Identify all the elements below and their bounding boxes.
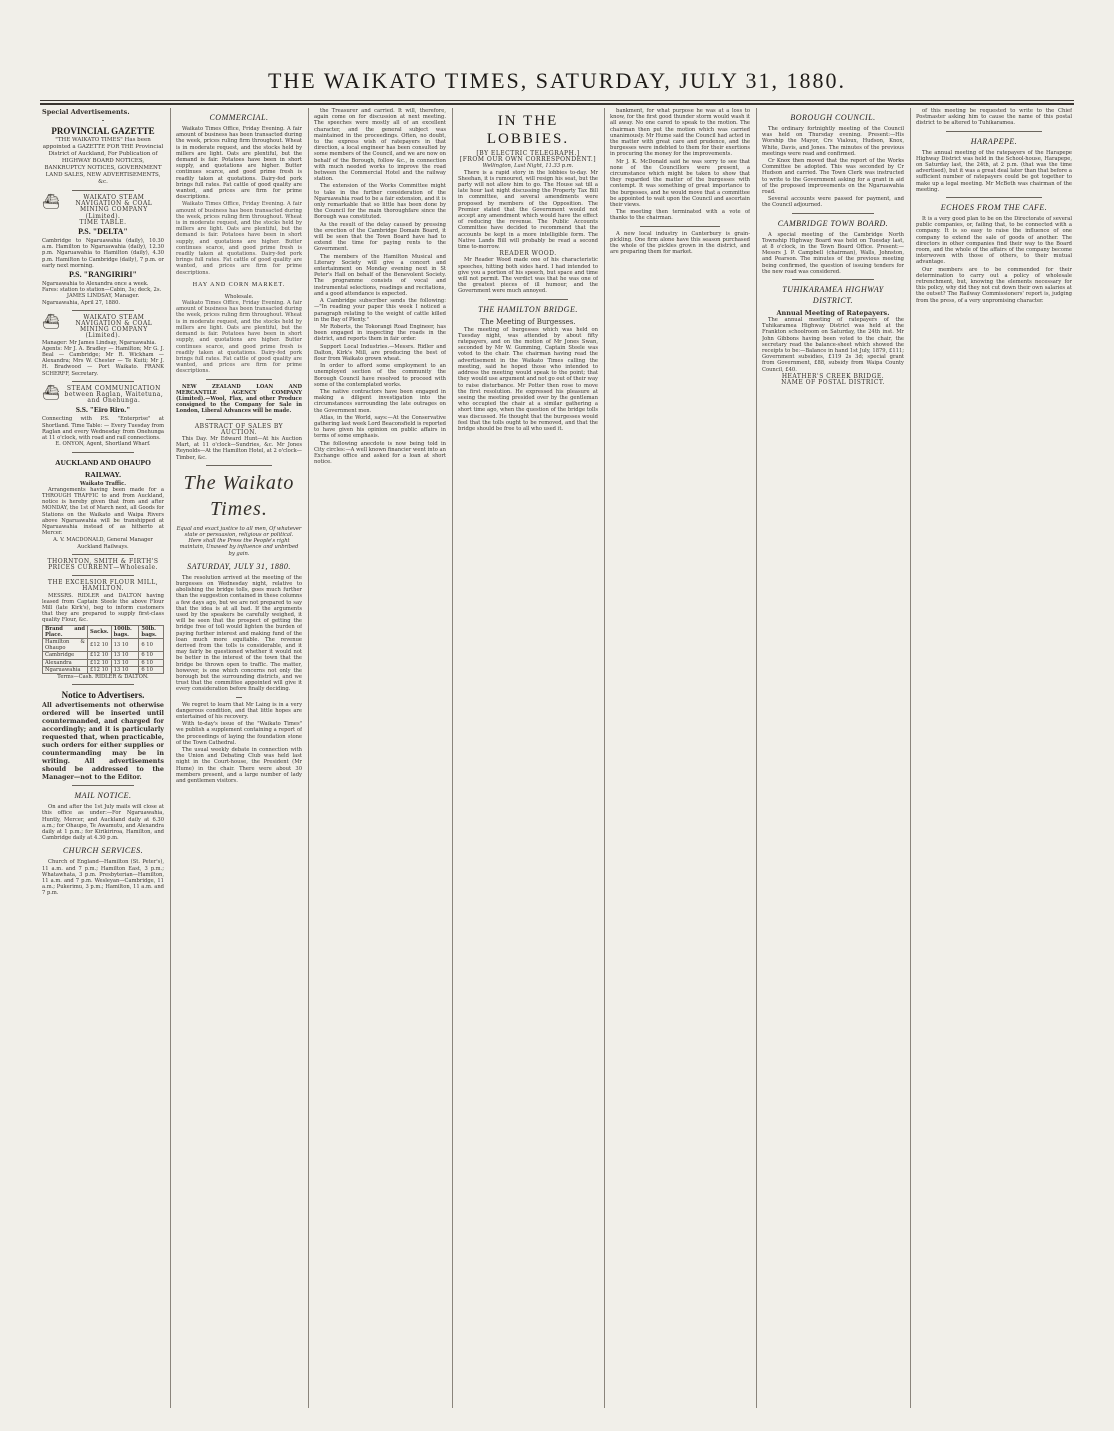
news-paragraph: Mr Roberts, the Tokorangi Road Engineer, has been engaged in inspecting the roads in the district, and reports them in fair order.	[314, 323, 446, 343]
meeting-paragraph: Mr J. K. McDonald said he was sorry to see that none of the Councillors were present, a circumstance which might be taken to show that they regarded the matter of the burgesses with contempt. It was something of great importance to the burgesses, and he would move that a committee be appointed to wait upon the Council and ascertain their views.	[610, 158, 750, 209]
leader-body: The resolution arrived at the meeting of the burgesses on Wednesday night, relative to abolishing the bridge tolls, goes much further than the suggestion contained in these columns a few days ago, but we are not prepared to say that the idea is at all bad. If the arguments used by the speakers be carefully weighed, it will be seen that the prospect of getting the bridge free of toll would lighten the burden of paying further interest and making fund of the loan much more equitable. The revenue derived from the tolls is considerable, and it may fairly be questioned whether it would not be better in the interest of the town that the bridge be thrown open to traffic. The matter, however, is one which concerns not only the borough but the surrounding districts, and we trust that the committee appointed will give it every consideration before finally deciding.	[176, 574, 302, 693]
lobbies-body: There is a rapid story in the lobbies to-day. Mr Sheehan, it is rumoured, will resign his seat, but the party will not allow him to go. The House sat till a late hour last night discussing the Property Tax Bill in committee, and several amendments were proposed by members of the Opposition. The Premier stated that the Government would not accept any amendment which would have the effect of reducing the revenue. The Public Accounts Committee have decided to recommend that the accounts be kept in a more intelligible form. The Native Lands Bill will probably be read a second time to-morrow.	[458, 169, 598, 251]
divider	[640, 226, 720, 227]
table-cell: £12 10	[88, 659, 112, 666]
column-rule	[604, 108, 605, 1408]
tuhikaramea-heading: TUHIKARAMEA HIGHWAY DISTRICT.	[782, 285, 884, 306]
news-paragraph: As the result of the delay caused by pressing the erection of the Cambridge Domain Board, it will be seen that the Town Board have had to extend the time for paying rents to the Government.	[314, 221, 446, 253]
excelsior-title: THE EXCELSIOR FLOUR MILL, HAMILTON.	[47, 579, 159, 593]
divider	[946, 131, 1042, 132]
divider	[72, 684, 134, 685]
table-cell: 13 10	[111, 652, 139, 659]
table-cell: 13 10	[111, 659, 139, 666]
divider	[72, 381, 134, 382]
divider	[236, 697, 242, 698]
news-paragraph: In order to afford some employment to an unemployed section of the community the Borough Council have resolved to proceed with some of the contemplated works.	[314, 363, 446, 388]
masthead-rule	[40, 100, 1074, 101]
telegraph-tag: [BY ELECTRIC TELEGRAPH.]	[476, 150, 580, 157]
borough-heading: BOROUGH COUNCIL.	[790, 113, 876, 122]
steam-ad-3	[42, 386, 164, 405]
manager-date: Ngaruawahia, April 27, 1880.	[42, 299, 121, 306]
gazette-title: PROVINCIAL GAZETTE	[51, 126, 155, 136]
steam-title: WAIKATO STEAM NAVIGATION & COAL MINING COMPANY (Limited).	[75, 194, 153, 220]
steam-ad-2	[42, 315, 164, 340]
hay-subheading: Wholesale.	[224, 293, 254, 300]
masthead-paper: THE WAIKATO TIMES,	[267, 68, 529, 93]
timetable-heading: TIME TABLE.	[79, 218, 127, 226]
railway-signature: A. V. MACDONALD, General Manager Auckland Railways.	[53, 537, 153, 550]
table-header-row	[43, 625, 164, 638]
divider	[792, 213, 874, 214]
steam2-manager: Manager: Mr James Lindsay, Ngaruawahia.	[42, 339, 157, 346]
meeting-paragraph: The meeting then terminated with a vote of thanks to the chairman.	[610, 209, 750, 222]
news-paragraph: The native contractors have been engaged in making a diligent investigation into the circumstances surrounding the late outrages on the Government men.	[314, 388, 446, 414]
agents: Agents: Mr J. A. Bradley — Hamilton; Mr G. J. Beal — Cambridge; Mr R. Wickham — Alexandra; Mrs W. Chester — Te Kuiti; Mr J. H. Bradwood — Port Waikato. FRANK SCHERFF, Secretary.	[42, 345, 164, 377]
reader-body: Mr Reader Wood made one of his characteristic speeches, hitting both sides hard. I had intended to give you a portion of his speech, but space and time will not permit. The verdict was that he was one of the greatest pieces of ill humour, and the Government were much annoyed.	[458, 257, 598, 295]
excelsior-body: MESSRS. RIDLER and DALTON having leased from Captain Steele the above Flour Mill (late Kirk's), beg to inform customers that they are prepared to supply first-class quality Flour, &c.	[42, 592, 164, 624]
table-header-cell: 50lb. bags.	[139, 625, 164, 638]
table-cell: Cambridge	[43, 652, 88, 659]
table-cell: Ngaruawahia	[43, 666, 88, 673]
echoes-body: Our members are to be commended for their determination to carry out a policy of wholesale retrenchment, but, knowing the elements necessary for this policy, why did they not cut down their own salaries at the outset? The Railway Commissioners' report is, judging from the press, of a very unpromising character.	[916, 266, 1072, 304]
news-paragraph: The extension of the Works Committee might to take in the further consideration of the Ngaruawahia road to be a fair extension, and it is only remarkable that so little has been done by the Council for the main thoroughfare since the Borough was constituted.	[314, 183, 446, 221]
steamer-icon: ⛴	[42, 194, 60, 210]
bridge-heading: THE HAMILTON BRIDGE.	[478, 304, 578, 314]
masthead-date: SATURDAY, JULY 31, 1880.	[535, 68, 847, 93]
price-note: Terms—Cash. RIDLER & DALTON.	[57, 673, 149, 680]
column-rule	[170, 108, 171, 1408]
railway-body: Arrangements having been made for a THROUGH TRAFFIC to and from Auckland, notice is hereby given that from and after MONDAY, the 1st of March next, all Goods for Stations on the Waikato and Waipa Rivers above Ngaruawahia will be transhipped at Ngaruawahia instead of as hitherto at Mercer.	[42, 486, 164, 537]
divider	[792, 279, 874, 280]
news-paragraph: A Cambridge subscriber sends the following:—"In reading your paper this week I noticed a paragraph relating to the weight of cattle killed in the Bay of Plenty."	[314, 298, 446, 323]
column-local-news	[314, 108, 446, 1408]
railway-subtitle: Waikato Traffic.	[79, 480, 127, 487]
church-heading: CHURCH SERVICES.	[62, 846, 144, 856]
railway-title: AUCKLAND AND OHAUPO RAILWAY.	[55, 457, 151, 479]
divider	[72, 575, 134, 576]
leader-paragraph: We regret to learn that Mr Laing is in a very dangerous condition, and that little hopes are entertained of his recovery.	[176, 701, 302, 721]
column-rule	[910, 108, 911, 1408]
divider	[72, 554, 134, 555]
steam-ad	[42, 195, 164, 220]
table-row	[43, 652, 164, 659]
news-paragraph: The following anecdote is now being told in City circles:—A well known financier went into an Exchange office and asked for a loan at short notice.	[314, 440, 446, 466]
divider	[206, 419, 272, 420]
gazette-body: "THE WAIKATO TIMES" Has been appointed a GAZETTE FOR THE Provincial District of Auckland, For Publication of HIGHWAY BOARD NOTICES, BANKRUPTCY NOTICES, GOVERNMENT LAND SALES, NEW ADVERTISEMENTS, &c.	[42, 137, 164, 185]
leader-dateline: SATURDAY, JULY 31, 1880.	[187, 561, 291, 571]
harapepe-body: The annual meeting of the ratepayers of the Harapepe Highway District was held in the School-house, Harapepe, on Saturday last, the 24th, at 2 p.m. (that was the time advertised), but it was a great deal later than that before a sufficient number of ratepayers could be got together to make up a legal meeting. Mr McBeth was chairman of the meeting.	[916, 149, 1072, 193]
commercial-heading: COMMERCIAL.	[209, 113, 269, 122]
heathers-heading: HEATHER'S CREEK BRIDGE.	[781, 372, 885, 380]
mail-heading: MAIL NOTICE.	[74, 791, 132, 801]
steamer-icon: ⛴	[42, 384, 60, 401]
table-row	[43, 659, 164, 666]
table-cell: Hamilton & Ohaupo	[43, 638, 88, 651]
commercial-body-continued: Waikato Times Office, Friday Evening. A fair amount of business has been transacted during the week, prices ruling firm throughout. Wheat is in moderate request, and the stocks held by millers are light. Oats are plentiful, but the demand is fair. Potatoes have been in short supply, and quotations are higher. Butter continues scarce, and good prime fresh is readily taken at quotations. Dairy-fed pork brings full rates. Fat cattle of good quality are wanted, and prices are firm for prime descriptions.	[176, 201, 302, 276]
divider	[72, 452, 134, 453]
table-cell: £12 10	[88, 666, 112, 673]
eiro-heading: S.S. "Eiro Riro."	[75, 405, 131, 415]
table-cell: Alexandra	[43, 659, 88, 666]
meeting-paragraph: bankment, for what purpose he was at a loss to know, for the first good thunder storm would wash it all away. No one cared to speak to the motion. The chairman then put the motion which was carried unanimously. Mr Hume said the Council had acted in the matter with great care and prudence, and the burgesses were indebted to them for their exertions in procuring the money for the improvements.	[610, 108, 750, 158]
table-cell: 13 10	[111, 638, 139, 651]
hay-heading: HAY AND CORN MARKET.	[192, 281, 286, 288]
divider	[206, 379, 272, 380]
table-header-cell: Sacks.	[88, 625, 112, 638]
delta-heading: P.S. "DELTA"	[78, 227, 128, 237]
table-cell: 6 10	[139, 659, 164, 666]
divider	[206, 465, 272, 466]
mail-body: On and after the 1st July mails will close at this office as under:—For Ngaruawahia, Huntly, Mercer, and Auckland daily at 6.30 a.m.; for Ohaupo, Te Awamutu, and Alexandra daily at 1 p.m.; for Kirikiriroa, Hamilton, and Cambridge daily at 4.30 p.m.	[42, 804, 164, 842]
bridge-subheading: The Meeting of Burgesses.	[480, 317, 576, 326]
steam2-title: WAIKATO STEAM NAVIGATION & COAL MINING COMPANY (Limited).	[75, 313, 153, 340]
notice-body: All advertisements not otherwise ordered will be inserted until countermanded, and charged for accordingly; and it is particularly requested that, when practicable, such orders for either supplies or countermanding may be in writing. All advertisements should be addressed to the Manager—not to the Editor.	[42, 701, 164, 782]
lobbies-heading: IN THE LOBBIES.	[486, 113, 570, 147]
news-paragraph: the Treasurer and carried. It will, therefore, again come on for discussion at next meeting. The speeches were mostly all of an excellent character, and the general subject was maintained in the proceedings. Often, no doubt, to the express wish of ratepayers in that direction, a local engineer has been consulted by some members of the Council, and we are now on behalf of the Borough, follow &c., in connection with much needed works to improve the road between the Commercial Hotel and the railway station.	[314, 108, 446, 183]
column-bridge-meeting	[610, 108, 750, 1408]
abstract-heading: ABSTRACT OF SALES BY AUCTION.	[194, 422, 284, 436]
borough-body: The ordinary fortnightly meeting of the Council was held on Thursday evening. Present:—His Worship the Mayor, Crs Vialoux, Hudson, Knox, White, Davis, and Jones. The minutes of the previous meetings were read and confirmed.	[762, 126, 904, 157]
delta-body: Cambridge to Ngaruawahia (daily), 10.30 a.m. Hamilton to Ngaruawahia (daily), 12.30 p.m. Ngaruawahia to Hamilton (daily), 4.30 p.m. Hamilton to Cambridge (daily), 7 p.m. or early next morning.	[42, 238, 164, 269]
divider	[72, 785, 134, 786]
rangiriri-heading: P.S. "RANGIRIRI"	[69, 270, 137, 280]
cambridge-body: A special meeting of the Cambridge North Township Highway Board was held on Tuesday last, at 8 o'clock, in the Town Board Office. Present:—Messrs J. P. Campbell (chairman), Walls, Johnston, and Pearson. The minutes of the previous meeting being confirmed, the question of issuing tenders for the new road was considered.	[762, 231, 904, 275]
masthead-rule-heavy	[40, 103, 1074, 105]
column-rule	[452, 108, 453, 1408]
borough-body: Cr Knox then moved that the report of the Works Committee be adopted. This was seconded by Cr Hudson and carried. The Town Clerk was instructed to write to the Government asking for a grant in aid of the proposed improvements on the Ngaruawahia road.	[762, 158, 904, 196]
manager-signature: JAMES LINDSAY, Manager.	[66, 293, 140, 300]
column-advertisements	[42, 108, 164, 1408]
borough-body: Several accounts were passed for payment, and the Council adjourned.	[762, 196, 904, 209]
commercial-body: Waikato Times Office, Friday Evening. A fair amount of business has been transacted during the week, prices ruling firm throughout. Wheat is in moderate request, and the stocks held by millers are light. Oats are plentiful, but the demand is fair. Potatoes have been in short supply, and quotations are higher. Butter continues scarce, and good prime fresh is readily taken at quotations. Dairy-fed pork brings full rates. Fat cattle of good quality are wanted, and prices are firm for prime descriptions.	[176, 126, 302, 201]
table-cell: 6 10	[139, 666, 164, 673]
column-harapepe	[916, 108, 1072, 1408]
thornton-title: THORNTON, SMITH & FIRTH'S PRICES CURRENT—Wholesale.	[47, 557, 159, 571]
column-rule	[308, 108, 309, 1408]
news-paragraph: Atlas, in the World, says:—At the Conservative gathering last week Lord Beaconsfield is reported to have given his opinion on public affairs in terms of some emphasis.	[314, 414, 446, 440]
eiro-signature: E. ONYON, Agent, Shortland Wharf.	[55, 441, 151, 448]
rangiriri-body: Ngaruawahia to Alexandra once a week.	[42, 281, 149, 288]
bridge-body: The meeting of burgesses which was held on Tuesday night, was attended by about fifty ratepayers, and on the motion of Mr Jones Swan, seconded by Mr W. Gumming, Captain Steele was voted to the chair. The chairman having read the advertisement in the Waikato Times calling the meeting, said he hoped those who intended to address the meeting would speak to the point; that they would use argument and not go out of their way to raise disturbance. Mr Potter then rose to move the first resolution. He expressed his pleasure at seeing the meeting presided over by the gentleman who occupied the chair at a similar gathering a short time ago, when the question of the bridge tolls was discussed. He thought that the burgesses would feel that the tolls ought to be removed, and that the bridge should be free to all who used it.	[458, 326, 598, 432]
divider	[102, 120, 104, 121]
tuhikaramea-body: The annual meeting of ratepayers of the Tuhikaramea Highway District was held at the Frankton schoolroom on Saturday, the 24th inst. Mr John Gibbons having been voted to the chair, the secretary read the balance-sheet which showed the receipts to be:—Balance in hand 1st July, 1879, £111; Government subsidies, £119 2s 3d; special grant from Government, £88, subsidy from Waipa County Council, £40.	[762, 317, 904, 373]
table-cell: £12 10	[88, 652, 112, 659]
newspaper-title: The Waikato Times.	[183, 471, 295, 520]
column-councils	[762, 108, 904, 1408]
divider	[72, 310, 134, 311]
steamer-icon: ⛴	[42, 313, 60, 330]
eiro-body: Connecting with P.S. "Enterprise" at Shortland. Time Table: — Every Tuesday from Raglan and every Wednesday from Onehunga at 11 o'clock, with road and rail connections.	[42, 416, 164, 442]
table-header-cell: 100lb. bags.	[111, 625, 139, 638]
motto-verse: Here shall the Press the People's right maintain, Unawed by influence and unbribed by gain.	[179, 538, 299, 557]
table-cell: £12 10	[88, 638, 112, 651]
table-cell: 6 10	[139, 638, 164, 651]
lobbies-dateline: Wellington, Last Night, 11.33 p.m.	[482, 163, 574, 170]
leader-paragraph: With to-day's issue of the "Waikato Times" we publish a supplement containing a report of the proceedings of laying the foundation stone of the Town Cathedral.	[176, 721, 302, 746]
news-paragraph: Support Local Industries.—Messrs. Ridler and Dalton, Kirk's Mill, are producing the best of flour from Waikato grown wheat.	[314, 343, 446, 362]
divider	[488, 299, 568, 300]
column-commercial	[176, 108, 302, 1408]
news-paragraph: The members of the Hamilton Musical and Literary Society will give a concert and entertainment on Monday evening next in St Peter's Hall on behalf of the Benevolent Society. The programme consists of vocal and instrumental selections, readings and recitations, and a good attendance is expected.	[314, 253, 446, 297]
leader-paragraph: The usual weekly debate in connection with the Union and Debating Club was held last night in the Court-house, the President (Mr Hume) in the chair. There were about 30 members present, and a large number of lady and gentlemen visitors.	[176, 747, 302, 785]
table-row	[43, 666, 164, 673]
news-paragraph: of this meeting be requested to write to the Chief Postmaster asking him to cause the name of this postal district to be altered to Tuhikaramea.	[916, 108, 1072, 127]
masthead	[40, 68, 1074, 98]
echoes-body: It is a very good plan to be on the Directorate of several public companies, or, failing that, to be connected with a company. It is so easy to raise the influence of one company to extend the sale of goods of another. The directors in other companies find their way to the Board room, and the whole of the affairs of the company become interwoven with those of others, to their mutual advantage.	[916, 216, 1072, 266]
fares: Fares: station to station—Cabin, 3s; deck, 2s.	[42, 287, 162, 294]
table-cell: 6 10	[139, 652, 164, 659]
divider	[72, 190, 134, 191]
abstract-body: This Day. Mr Edward Hunt—At his Auction Mart, at 11 o'clock—Sundries, &c. Mr Jones Reynolds—At the Hamilton Hotel, at 2 o'clock—Timber, &c.	[176, 435, 302, 461]
special-ads-heading: Special Advertisements.	[42, 108, 130, 116]
postal-heading: NAME OF POSTAL DISTRICT.	[781, 379, 885, 387]
flour-price-table	[42, 625, 164, 674]
cambridge-heading: CAMBRIDGE TOWN BOARD.	[777, 218, 889, 228]
market-prices: Waikato Times Office, Friday Evening. A fair amount of business has been transacted during the week, prices ruling firm throughout. Wheat is in moderate request, and the stocks held by millers are light. Oats are plentiful, but the demand is fair. Potatoes have been in short supply, and quotations are higher. Butter continues scarce, and good prime fresh is readily taken at quotations. Dairy-fed pork brings full rates. Fat cattle of good quality are wanted, and prices are firm for prime descriptions.	[176, 300, 302, 375]
column-rule	[756, 108, 757, 1408]
divider	[946, 197, 1042, 198]
table-row	[43, 638, 164, 651]
echoes-heading: ECHOES FROM THE CAFE.	[940, 203, 1048, 213]
column-lobbies	[458, 108, 598, 1408]
notice-title: Notice to Advertisers.	[61, 690, 145, 701]
table-header-cell: Brand and Place.	[43, 625, 88, 638]
correspondent-tag: [FROM OUR OWN CORRESPONDENT.]	[459, 156, 597, 164]
table-cell: 13 10	[111, 666, 139, 673]
nz-loan-ad: NEW ZEALAND LOAN AND MERCANTILE AGENCY COMPANY (Limited).—Wool, Flax, and other Produce consigned to the Company for Sale in London, Liberal Advances will be made.	[176, 383, 302, 415]
church-body: Church of England—Hamilton (St. Peter's), 11 a.m. and 7 p.m.; Hamilton East, 3 p.m.; Whatawhata, 3 p.m. Presbyterian—Hamilton, 11 a.m. and 7 p.m. Wesleyan—Cambridge, 11 a.m.; Pukerimu, 3 p.m.; Hamilton, 11 a.m. and 7 p.m.	[42, 859, 164, 897]
harapepe-heading: HARAPEPE.	[970, 136, 1018, 146]
reader-heading: READER WOOD.	[499, 250, 557, 258]
tuhikaramea-subheading: Annual Meeting of Ratepayers.	[776, 309, 890, 318]
steam3-title: STEAM COMMUNICATION between Raglan, Waitetuna, and Onehunga.	[64, 384, 164, 405]
news-paragraph: A new local industry in Canterbury is grain-pickling. One firm alone have this season purchased the whole of the pickles grown in the district, and are preparing them for market.	[610, 230, 750, 256]
motto: Equal and exact justice to all men, Of whatever state or persuasion, religious or political.	[176, 525, 302, 538]
